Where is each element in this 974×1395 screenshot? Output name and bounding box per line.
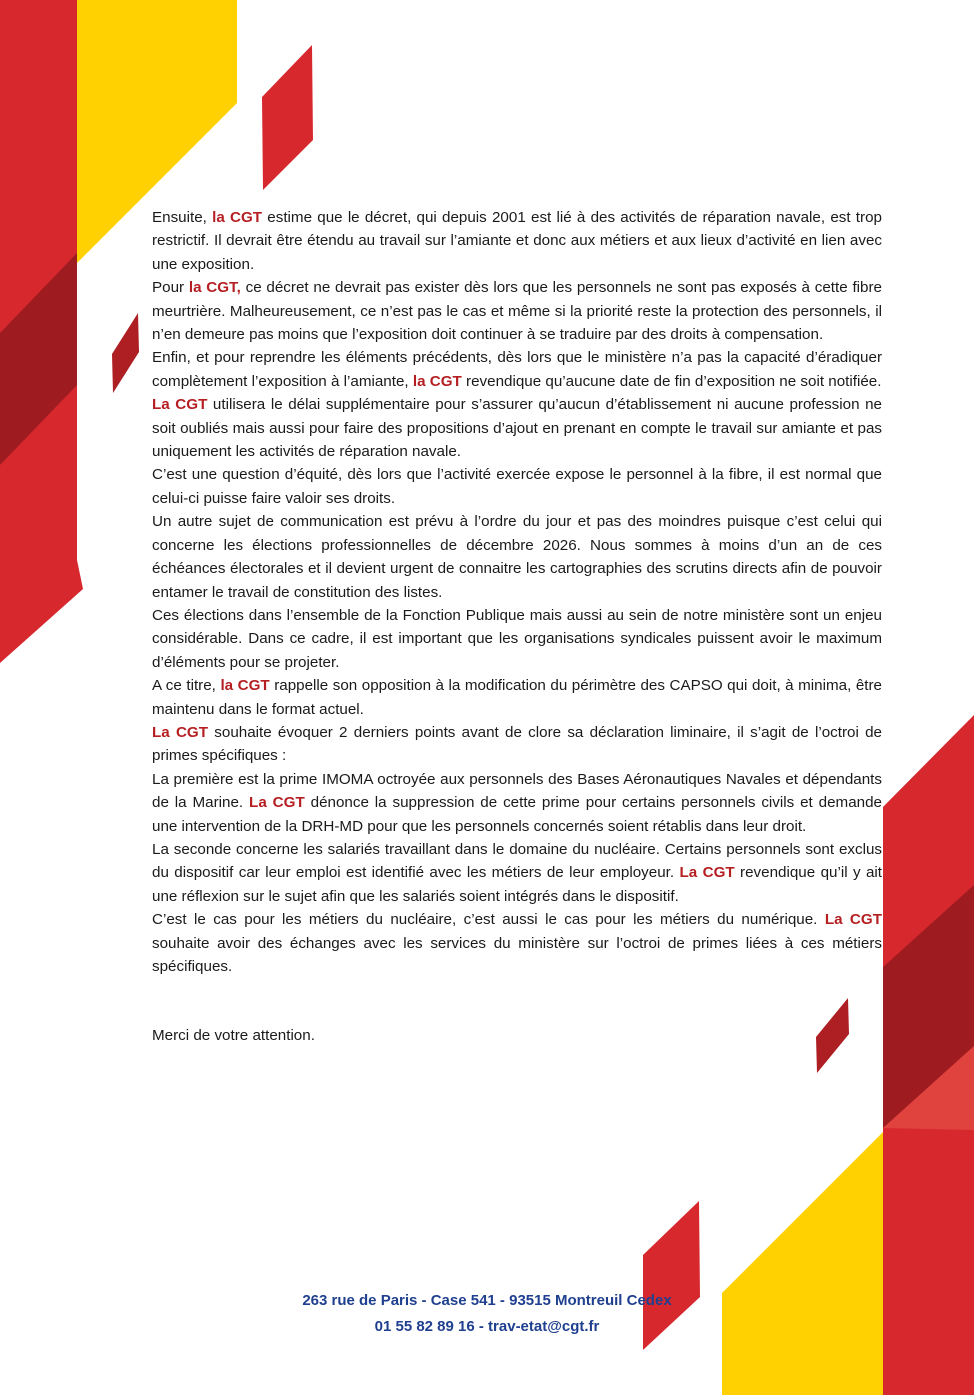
deco-red-diamond-top	[262, 45, 313, 190]
paragraph: Un autre sujet de communication est prévu à l’ordre du jour et pas des moindres puisque c’est celui qui concerne les élections professionnelles de décembre 2026. Nous sommes à moins d’un an de ces échéances électorales et il devient urgent de connaitre les cartographies des scrutins directs afin de pouvoir entamer le travail de constitution des listes.	[152, 513, 882, 601]
paragraph: Ces élections dans l’ensemble de la Fonction Publique mais aussi au sein de notre ministère sont un enjeu considérable. Dans ce cadre, il est important que les organisations syndicales puissent avoir le maximum d’éléments pour se projeter.	[152, 606, 882, 671]
closing-line: Merci de votre attention.	[152, 1027, 315, 1045]
paragraph: La première est la prime IMOMA octroyée aux personnels des Bases Aéronautiques Navales et dépendants de la Marine. La CGT dénonce la suppression de cette prime pour certains personnels civils et demande une intervention de la DRH-MD pour que les personnels concernés soient rétablis dans leur droit.	[152, 770, 882, 835]
paragraph: La CGT utilisera le délai supplémentaire pour s’assurer qu’aucun d’établissement ni aucune profession ne soit oubliés mais aussi pour faire des propositions d’ajout en prenant en compte le travail sur amiante et pas uniquement les activités de réparation navale.	[152, 396, 882, 461]
cgt-highlight: La CGT	[824, 911, 882, 929]
cgt-highlight: la CGT	[220, 677, 270, 695]
paragraph: A ce titre, la CGT rappelle son opposition à la modification du périmètre des CAPSO qui doit, à minima, être maintenu dans le format actuel.	[152, 677, 882, 718]
deco-red-diamond-left	[112, 313, 139, 393]
paragraph: La CGT souhaite évoquer 2 derniers points avant de clore sa déclaration liminaire, il s’agit de l’octroi de primes spécifiques :	[152, 723, 882, 765]
paragraph: Pour la CGT, ce décret ne devrait pas exister dès lors que les personnels ne sont pas exposés à cette fibre meurtrière. Malheureusement, ce n’est pas le cas et même si la priorité reste la protection des personnels, il n’en demeure pas moins que l’exposition doit continuer à se traduire par des droits à compensation.	[152, 279, 882, 344]
cgt-highlight: la CGT,	[188, 279, 241, 297]
footer	[0, 1288, 974, 1340]
paragraph: Ensuite, la CGT estime que le décret, qui depuis 2001 est lié à des activités de réparation navale, est trop restrictif. Il devrait être étendu au travail sur l’amiante et donc aux métiers et aux lieux d’activité en lien avec une exposition.	[152, 209, 882, 273]
declaration-text	[152, 206, 882, 1048]
footer-contact: 01 55 82 89 16 - trav-etat@cgt.fr	[374, 1318, 600, 1335]
cgt-highlight: La CGT	[249, 794, 305, 812]
cgt-highlight: la CGT	[412, 372, 462, 390]
paragraph: La seconde concerne les salariés travaillant dans le domaine du nucléaire. Certains personnels sont exclus du dispositif car leur emploi est identifié avec les métiers de leur employeur. La CGT revendique qu’il y ait une réflexion sur le sujet afin que les salariés soient intégrés dans le dispositif.	[152, 840, 882, 905]
deco-yellow-bottom-right	[722, 1132, 883, 1395]
footer-address: 263 rue de Paris - Case 541 - 93515 Montreuil Cedex	[302, 1292, 672, 1309]
paragraph: C’est le cas pour les métiers du nucléaire, c’est aussi le cas pour les métiers du numérique. La CGT souhaite avoir des échanges avec les services du ministère sur l’octroi de primes liées à ces métiers spécifiques.	[152, 911, 882, 975]
cgt-highlight: La CGT	[152, 396, 208, 414]
cgt-highlight: La CGT	[152, 723, 209, 741]
cgt-highlight: La CGT	[679, 864, 735, 882]
paragraph: Enfin, et pour reprendre les éléments précédents, dès lors que le ministère n’a pas la capacité d’éradiquer complètement l’exposition à l’amiante, la CGT revendique qu’aucune date de fin d’exposition ne soit notifiée.	[152, 349, 882, 390]
paragraph: C’est une question d’équité, dès lors que l’activité exercée expose le personnel à la fibre, il est normal que celui-ci puisse faire valoir ses droits.	[152, 466, 882, 507]
cgt-highlight: la CGT	[212, 209, 263, 226]
